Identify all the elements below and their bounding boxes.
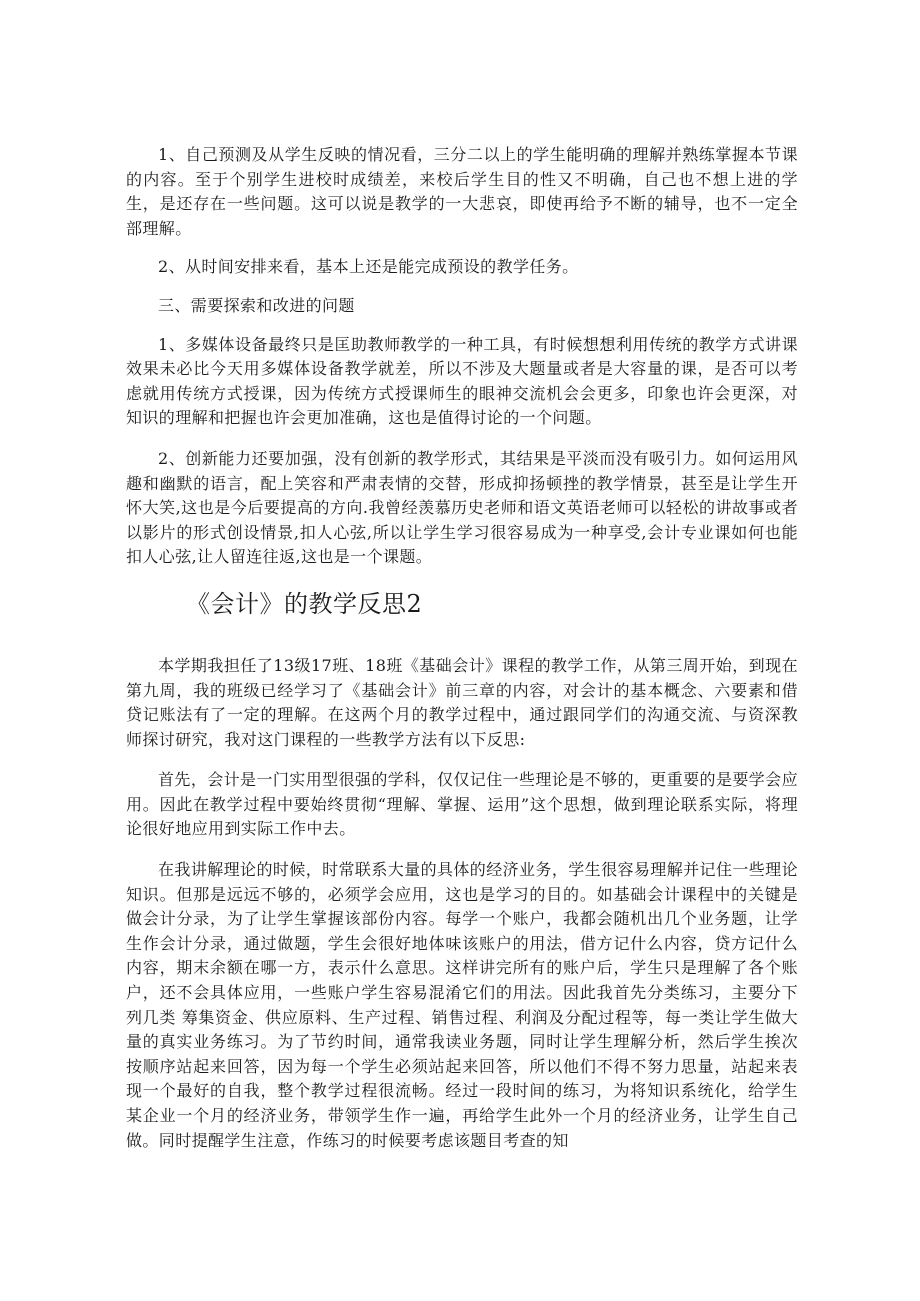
document-page: [126, 143, 798, 1153]
paragraph-semester-intro: 本学期我担任了13级17班、18班《基础会计》课程的教学工作，从第三周开始，到现在第九周，我的班级已经学习了《基础会计》前三章的内容，对会计的基本概念、六要素和借贷记账法有了一定的理解。在这两个月的教学过程中，通过跟同学们的沟通交流、与资深教师探讨研究，我对这门课程的一些教学方法有以下反思:: [126, 655, 798, 749]
paragraph-multimedia: 1、多媒体设备最终只是匡助教师教学的一种工具，有时候想想利用传统的教学方式讲课效果未必比今天用多媒体设备教学就差，所以不涉及大题量或者是大容量的课，是否可以考虑就用传统方式授课，因为传统方式授课师生的眼神交流机会会更多，印象也许会更深，对知识的理解和把握也许会更加准确，这也是值得讨论的一个问题。: [126, 334, 798, 428]
paragraph-practice-method: 在我讲解理论的时候，时常联系大量的具体的经济业务，学生很容易理解并记住一些理论知识。但那是远远不够的，必须学会应用，这也是学习的目的。如基础会计课程中的关键是做会计分录，为了让学生掌握该部份内容。每学一个账户，我都会随机出几个业务题，让学生作会计分录，通过做题，学生会很好地体味该账户的用法，借方记什么内容，贷方记什么内容，期末余额在哪一方，表示什么意思。这样讲完所有的账户后，学生只是理解了各个账户，还不会具体应用，一些账户学生容易混淆它们的用法。因此我首先分类练习，主要分下列几类 筹集资金、供应原料、生产过程、销售过程、利润及分配过程等，每一类让学生做大量的真实业务练习。为了节约时间，通常我读业务题，同时让学生理解分析，然后学生挨次按顺序站起来回答，因为每一个学生必须站起来回答，所以他们不得不努力思量，站起来表现一个最好的自我，整个教学过程很流畅。经过一段时间的练习，为将知识系统化，给学生某企业一个月的经济业务，带领学生作一遍，再给学生此外一个月的经济业务，让学生自己做。同时提醒学生注意，作练习的时候要考虑该题目考查的知: [126, 860, 798, 1150]
paragraph-time-arrangement: 2、从时间安排来看，基本上还是能完成预设的教学任务。: [158, 257, 579, 277]
section-title: 《会计》的教学反思2: [186, 589, 423, 618]
paragraph-first-point: 首先，会计是一门实用型很强的学科，仅仅记住一些理论是不够的，更重要的是要学会应用。因此在教学过程中要始终贯彻“理解、掌握、运用”这个思想，做到理论联系实际，将理论很好地应用到实际工作中去。: [126, 770, 798, 839]
subheading-improvement: 三、需要探索和改进的问题: [158, 295, 355, 315]
paragraph-understanding: 1、自己预测及从学生反映的情况看，三分二以上的学生能明确的理解并熟练掌握本节课的内容。至于个别学生进校时成绩差，来校后学生目的性又不明确，自己也不想上进的学生，是还存在一些问题。这可以说是教学的一大悲哀，即使再给予不断的辅导，也不一定全部理解。: [126, 145, 798, 238]
paragraph-innovation: 2、创新能力还要加强，没有创新的教学形式，其结果是平淡而没有吸引力。如何运用风趣和幽默的语言，配上笑容和严肃表情的交替，形成抑扬顿挫的教学情景，甚至是让学生开怀大笑,这也是今后要提高的方向.我曾经羡慕历史老师和语文英语老师可以轻松的讲故事或者以影片的形式创设情景,扣人心弦,所以让学生学习很容易成为一种享受,会计专业课如何也能扣人心弦,让人留连往返,这也是一个课题。: [126, 448, 798, 567]
